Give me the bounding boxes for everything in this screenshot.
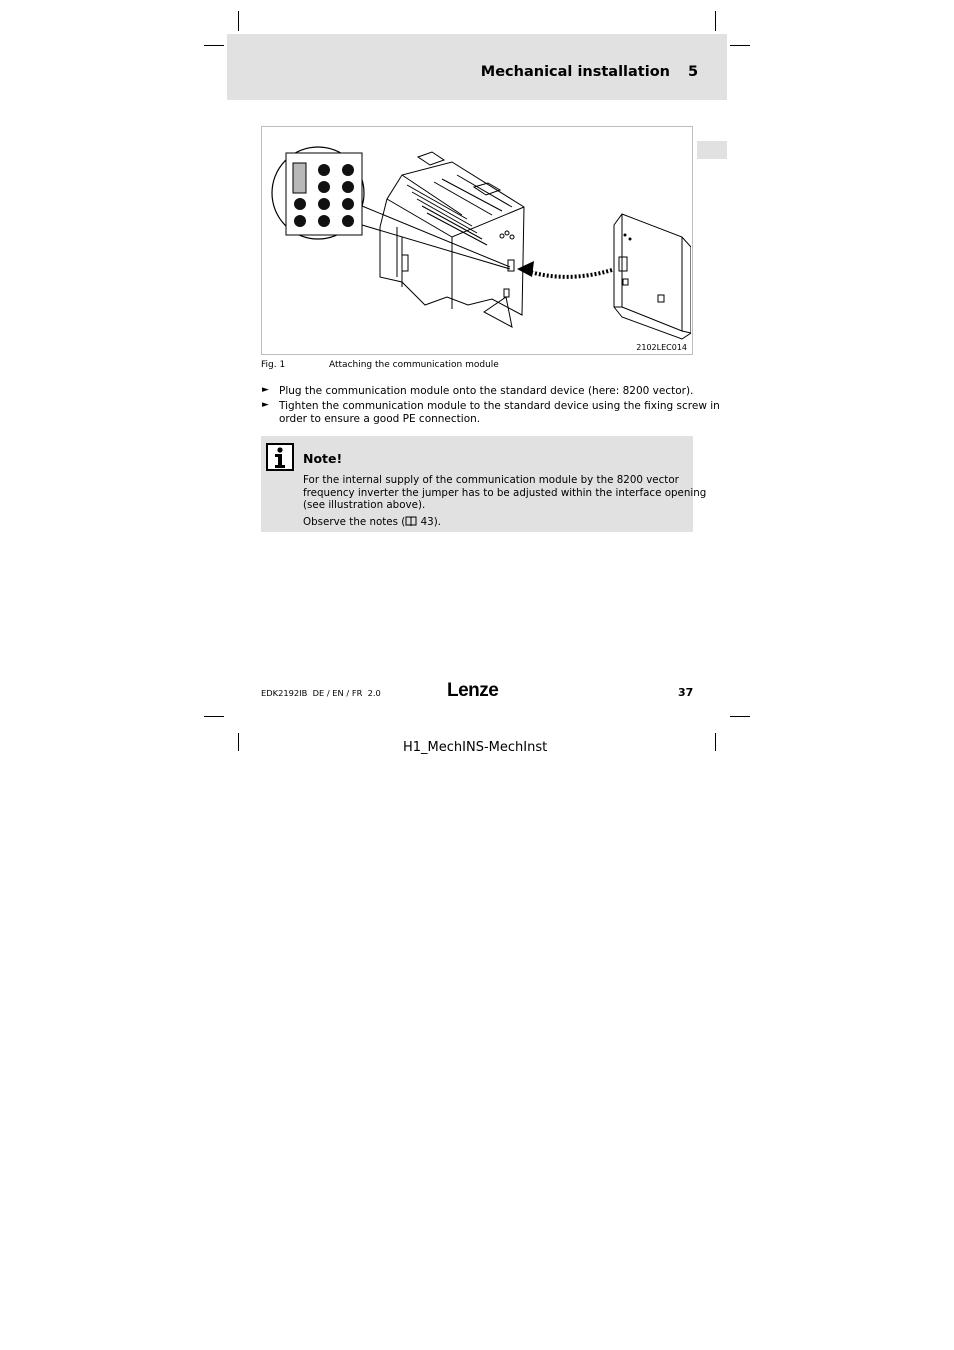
slug-line: H1_MechINS-MechInst — [403, 740, 548, 755]
crop-mark — [715, 11, 716, 31]
book-icon — [405, 516, 417, 526]
list-item — [279, 400, 720, 426]
list-item-line: order to ensure a good PE connection. — [279, 413, 481, 425]
note-reference — [303, 516, 441, 529]
note-line: (see illustration above). — [303, 499, 426, 512]
note-reference-prefix: Observe the notes ( — [303, 516, 406, 528]
lenze-logo — [447, 679, 503, 701]
list-item: Plug the communication module onto the standard device (here: 8200 vector). — [279, 385, 694, 397]
logo-text: Lenze — [447, 680, 499, 701]
page-title: Mechanical installation — [480, 64, 670, 80]
note-text — [303, 474, 707, 512]
page-number: 37 — [678, 686, 694, 699]
figure-caption-text: Attaching the communication module — [329, 360, 499, 370]
crop-mark — [204, 45, 224, 46]
chapter-number: 5 — [688, 64, 699, 80]
note-line: frequency inverter the jumper has to be adjusted within the interface opening — [303, 486, 707, 499]
document-id: EDK2192IB DE / EN / FR 2.0 — [261, 688, 381, 698]
bullet-arrow-icon: ► — [262, 400, 269, 410]
note-line: For the internal supply of the communication module by the 8200 vector — [303, 474, 679, 486]
crop-mark — [730, 45, 750, 46]
crop-mark — [238, 733, 239, 751]
note-reference-page: 43). — [420, 516, 441, 528]
crop-mark — [238, 11, 239, 31]
figure-frame — [261, 126, 693, 355]
list-item-line: Tighten the communication module to the standard device using the fixing screw in — [279, 400, 720, 412]
side-tab — [697, 141, 727, 159]
note-title: Note! — [303, 451, 343, 466]
figure-code: 2102LEC014 — [636, 343, 687, 352]
figure-caption-number: Fig. 1 — [261, 360, 286, 370]
bullet-arrow-icon: ► — [262, 385, 269, 395]
crop-mark — [715, 733, 716, 751]
info-icon — [266, 443, 294, 471]
crop-mark — [730, 716, 750, 717]
figure-illustration — [262, 127, 691, 353]
crop-mark — [204, 716, 224, 717]
